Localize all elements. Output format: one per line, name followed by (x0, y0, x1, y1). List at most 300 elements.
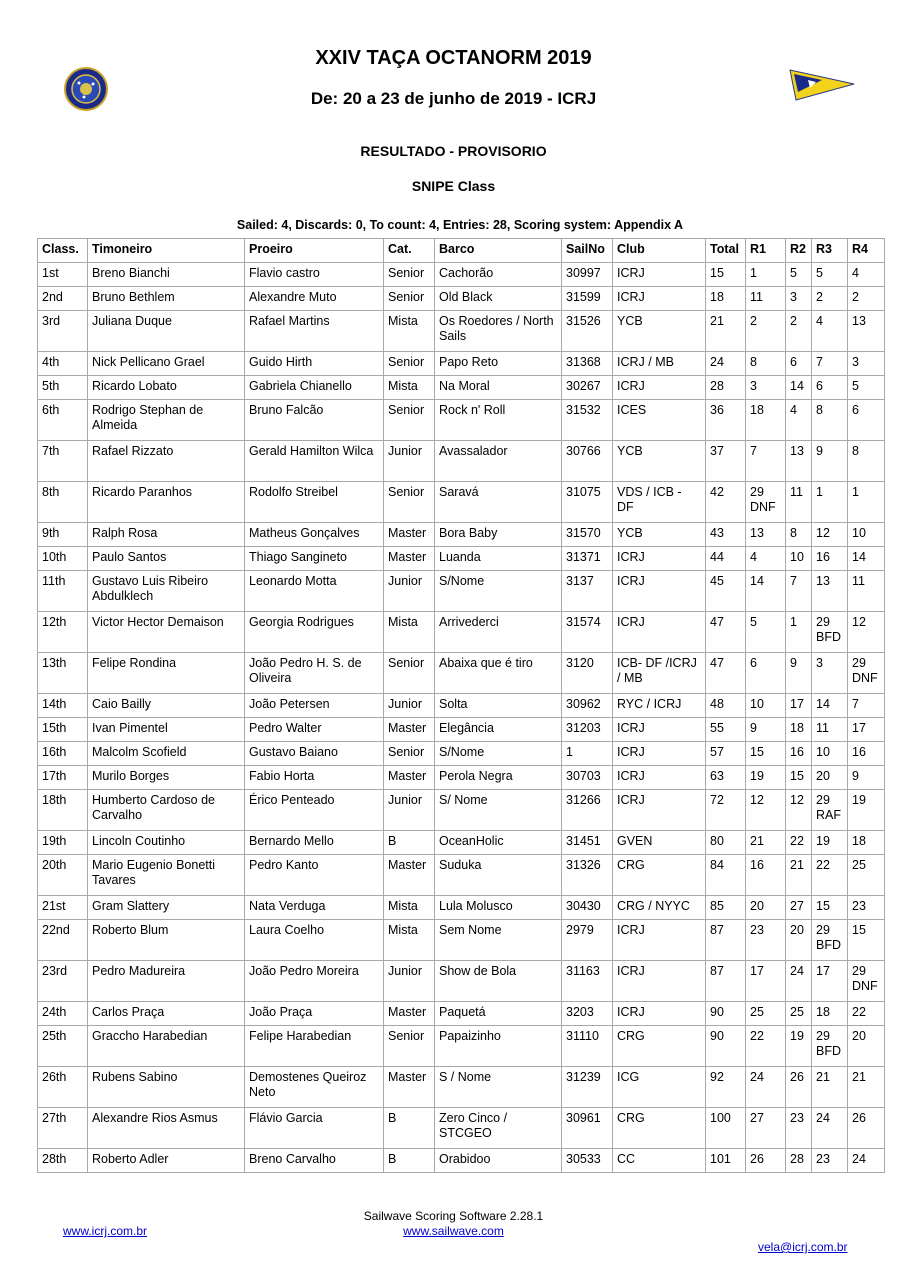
cell-timoneiro: Juliana Duque (88, 311, 245, 352)
cell-barco: Sem Nome (435, 920, 562, 961)
cell-club: ICRJ (613, 718, 706, 742)
table-row (38, 352, 885, 376)
cell-r1: 13 (746, 523, 786, 547)
cell-r2: 14 (786, 376, 812, 400)
cell-proeiro: Rafael Martins (245, 311, 384, 352)
cell-timoneiro: Rubens Sabino (88, 1067, 245, 1108)
cell-proeiro: Bernardo Mello (245, 831, 384, 855)
cell-total: 80 (706, 831, 746, 855)
cell-class: 14th (38, 694, 88, 718)
cell-r2: 1 (786, 612, 812, 653)
table-row (38, 961, 885, 1002)
cell-r4: 11 (848, 571, 885, 612)
cell-sailno: 31326 (562, 855, 613, 896)
cell-r1: 19 (746, 766, 786, 790)
table-row (38, 482, 885, 523)
cell-r4: 20 (848, 1026, 885, 1067)
cell-class: 24th (38, 1002, 88, 1026)
cell-r2: 22 (786, 831, 812, 855)
cell-r3: 24 (812, 1108, 848, 1149)
cell-timoneiro: Ricardo Paranhos (88, 482, 245, 523)
cell-barco: OceanHolic (435, 831, 562, 855)
column-header-class: Class. (38, 239, 88, 263)
cell-cat: Mista (384, 896, 435, 920)
table-row (38, 742, 885, 766)
cell-total: 24 (706, 352, 746, 376)
cell-r3: 11 (812, 718, 848, 742)
cell-r2: 6 (786, 352, 812, 376)
column-header-r1: R1 (746, 239, 786, 263)
cell-r3: 10 (812, 742, 848, 766)
cell-timoneiro: Nick Pellicano Grael (88, 352, 245, 376)
cell-r4: 4 (848, 263, 885, 287)
cell-total: 72 (706, 790, 746, 831)
cell-class: 18th (38, 790, 88, 831)
cell-club: CRG (613, 855, 706, 896)
table-row (38, 920, 885, 961)
cell-total: 84 (706, 855, 746, 896)
cell-class: 19th (38, 831, 88, 855)
cell-cat: Senior (384, 742, 435, 766)
cell-r1: 14 (746, 571, 786, 612)
cell-total: 85 (706, 896, 746, 920)
cell-cat: Mista (384, 920, 435, 961)
cell-r4: 6 (848, 400, 885, 441)
cell-r4: 18 (848, 831, 885, 855)
cell-r1: 5 (746, 612, 786, 653)
cell-r3: 29 BFD (812, 1026, 848, 1067)
cell-club: ICRJ (613, 571, 706, 612)
cell-r2: 17 (786, 694, 812, 718)
cell-r2: 12 (786, 790, 812, 831)
cell-cat: Senior (384, 400, 435, 441)
table-row (38, 766, 885, 790)
cell-timoneiro: Graccho Harabedian (88, 1026, 245, 1067)
cell-r2: 3 (786, 287, 812, 311)
cell-timoneiro: Mario Eugenio Bonetti Tavares (88, 855, 245, 896)
cell-cat: B (384, 1108, 435, 1149)
cell-proeiro: Demostenes Queiroz Neto (245, 1067, 384, 1108)
cell-total: 57 (706, 742, 746, 766)
cell-timoneiro: Bruno Bethlem (88, 287, 245, 311)
cell-r2: 9 (786, 653, 812, 694)
table-row (38, 855, 885, 896)
cell-barco: Elegância (435, 718, 562, 742)
column-header-sailno: SailNo (562, 239, 613, 263)
cell-r4: 10 (848, 523, 885, 547)
cell-r1: 20 (746, 896, 786, 920)
cell-proeiro: Matheus Gonçalves (245, 523, 384, 547)
cell-r3: 17 (812, 961, 848, 1002)
table-row (38, 571, 885, 612)
cell-total: 21 (706, 311, 746, 352)
cell-r2: 24 (786, 961, 812, 1002)
cell-cat: Mista (384, 311, 435, 352)
cell-proeiro: João Pedro H. S. de Oliveira (245, 653, 384, 694)
column-header-r2: R2 (786, 239, 812, 263)
cell-barco: Show de Bola (435, 961, 562, 1002)
table-row (38, 612, 885, 653)
cell-class: 13th (38, 653, 88, 694)
cell-sailno: 3203 (562, 1002, 613, 1026)
cell-club: ICB- DF /ICRJ / MB (613, 653, 706, 694)
cell-r1: 27 (746, 1108, 786, 1149)
cell-sailno: 31203 (562, 718, 613, 742)
cell-club: ICRJ (613, 742, 706, 766)
cell-r1: 11 (746, 287, 786, 311)
cell-r3: 16 (812, 547, 848, 571)
cell-total: 43 (706, 523, 746, 547)
cell-club: ICRJ / MB (613, 352, 706, 376)
cell-r3: 6 (812, 376, 848, 400)
cell-r2: 10 (786, 547, 812, 571)
cell-barco: Old Black (435, 287, 562, 311)
cell-timoneiro: Caio Bailly (88, 694, 245, 718)
icrj-website-link[interactable]: www.icrj.com.br (63, 1224, 148, 1238)
cell-sailno: 31239 (562, 1067, 613, 1108)
cell-r1: 4 (746, 547, 786, 571)
cell-r3: 29 BFD (812, 612, 848, 653)
cell-r2: 19 (786, 1026, 812, 1067)
software-credit: Sailwave Scoring Software 2.28.1 (363, 1209, 544, 1223)
cell-r4: 8 (848, 441, 885, 482)
table-row (38, 376, 885, 400)
column-header-timoneiro: Timoneiro (88, 239, 245, 263)
cell-barco: Lula Molusco (435, 896, 562, 920)
cell-r2: 15 (786, 766, 812, 790)
cell-timoneiro: Roberto Adler (88, 1149, 245, 1173)
cell-barco: Luanda (435, 547, 562, 571)
cell-sailno: 30962 (562, 694, 613, 718)
cell-total: 55 (706, 718, 746, 742)
cell-timoneiro: Roberto Blum (88, 920, 245, 961)
cell-sailno: 30533 (562, 1149, 613, 1173)
cell-timoneiro: Malcolm Scofield (88, 742, 245, 766)
table-row (38, 523, 885, 547)
cell-proeiro: Guido Hirth (245, 352, 384, 376)
cell-r4: 21 (848, 1067, 885, 1108)
cell-total: 28 (706, 376, 746, 400)
cell-class: 27th (38, 1108, 88, 1149)
cell-cat: Junior (384, 790, 435, 831)
cell-club: ICRJ (613, 920, 706, 961)
cell-r3: 3 (812, 653, 848, 694)
table-row (38, 790, 885, 831)
cell-r1: 6 (746, 653, 786, 694)
cell-timoneiro: Rodrigo Stephan de Almeida (88, 400, 245, 441)
cell-cat: Master (384, 1067, 435, 1108)
cell-r4: 2 (848, 287, 885, 311)
cell-sailno: 30703 (562, 766, 613, 790)
cell-club: YCB (613, 523, 706, 547)
cell-proeiro: Felipe Harabedian (245, 1026, 384, 1067)
cell-r2: 23 (786, 1108, 812, 1149)
cell-proeiro: Breno Carvalho (245, 1149, 384, 1173)
cell-timoneiro: Alexandre Rios Asmus (88, 1108, 245, 1149)
table-row (38, 263, 885, 287)
cell-r2: 7 (786, 571, 812, 612)
cell-r4: 26 (848, 1108, 885, 1149)
cell-proeiro: Érico Penteado (245, 790, 384, 831)
cell-class: 22nd (38, 920, 88, 961)
cell-r3: 22 (812, 855, 848, 896)
results-table (37, 238, 885, 1173)
cell-total: 90 (706, 1026, 746, 1067)
cell-class: 5th (38, 376, 88, 400)
results-status: RESULTADO - PROVISORIO (360, 143, 547, 159)
cell-club: ICRJ (613, 287, 706, 311)
cell-cat: Mista (384, 612, 435, 653)
cell-club: CRG / NYYC (613, 896, 706, 920)
cell-barco: Perola Negra (435, 766, 562, 790)
cell-r2: 8 (786, 523, 812, 547)
cell-sailno: 30267 (562, 376, 613, 400)
event-title: XXIV TAÇA OCTANORM 2019 (315, 47, 592, 69)
cell-proeiro: Gabriela Chianello (245, 376, 384, 400)
cell-r4: 22 (848, 1002, 885, 1026)
cell-cat: B (384, 1149, 435, 1173)
cell-sailno: 31266 (562, 790, 613, 831)
cell-proeiro: Leonardo Motta (245, 571, 384, 612)
cell-club: CC (613, 1149, 706, 1173)
cell-total: 47 (706, 612, 746, 653)
cell-cat: Senior (384, 287, 435, 311)
cell-r1: 7 (746, 441, 786, 482)
cell-class: 17th (38, 766, 88, 790)
cell-r1: 8 (746, 352, 786, 376)
table-row (38, 547, 885, 571)
cell-proeiro: Nata Verduga (245, 896, 384, 920)
cell-cat: Senior (384, 1026, 435, 1067)
cell-class: 26th (38, 1067, 88, 1108)
cell-barco: Bora Baby (435, 523, 562, 547)
cell-proeiro: Flávio Garcia (245, 1108, 384, 1149)
cell-sailno: 31075 (562, 482, 613, 523)
cell-proeiro: Fabio Horta (245, 766, 384, 790)
cell-r3: 9 (812, 441, 848, 482)
cell-proeiro: Laura Coelho (245, 920, 384, 961)
cell-r2: 16 (786, 742, 812, 766)
cell-barco: Na Moral (435, 376, 562, 400)
cell-club: ICRJ (613, 766, 706, 790)
cell-barco: Paquetá (435, 1002, 562, 1026)
cell-sailno: 31163 (562, 961, 613, 1002)
cell-class: 6th (38, 400, 88, 441)
cell-r1: 21 (746, 831, 786, 855)
cell-barco: Avassalador (435, 441, 562, 482)
cell-sailno: 31368 (562, 352, 613, 376)
cell-r3: 18 (812, 1002, 848, 1026)
cell-cat: Master (384, 718, 435, 742)
column-header-barco: Barco (435, 239, 562, 263)
cell-cat: Junior (384, 571, 435, 612)
cell-cat: Mista (384, 376, 435, 400)
cell-cat: Junior (384, 961, 435, 1002)
cell-timoneiro: Felipe Rondina (88, 653, 245, 694)
column-header-total: Total (706, 239, 746, 263)
table-row (38, 400, 885, 441)
cell-class: 23rd (38, 961, 88, 1002)
cell-r1: 16 (746, 855, 786, 896)
table-row (38, 287, 885, 311)
column-header-club: Club (613, 239, 706, 263)
cell-barco: Papo Reto (435, 352, 562, 376)
cell-r3: 21 (812, 1067, 848, 1108)
cell-r2: 20 (786, 920, 812, 961)
cell-class: 8th (38, 482, 88, 523)
cell-barco: Suduka (435, 855, 562, 896)
cell-proeiro: Pedro Kanto (245, 855, 384, 896)
cell-r2: 21 (786, 855, 812, 896)
cell-cat: Master (384, 523, 435, 547)
cell-proeiro: Thiago Sangineto (245, 547, 384, 571)
cell-class: 7th (38, 441, 88, 482)
cell-r4: 23 (848, 896, 885, 920)
cell-class: 9th (38, 523, 88, 547)
cell-total: 87 (706, 961, 746, 1002)
cell-proeiro: Gerald Hamilton Wilca (245, 441, 384, 482)
cell-sailno: 31371 (562, 547, 613, 571)
cell-r1: 26 (746, 1149, 786, 1173)
cell-r1: 10 (746, 694, 786, 718)
cell-r1: 15 (746, 742, 786, 766)
cell-barco: S/ Nome (435, 790, 562, 831)
cell-r2: 13 (786, 441, 812, 482)
column-header-r3: R3 (812, 239, 848, 263)
cell-r4: 1 (848, 482, 885, 523)
cell-sailno: 3137 (562, 571, 613, 612)
cell-barco: Cachorão (435, 263, 562, 287)
cell-r1: 22 (746, 1026, 786, 1067)
cell-r2: 4 (786, 400, 812, 441)
cell-total: 15 (706, 263, 746, 287)
cell-cat: Master (384, 1002, 435, 1026)
cell-club: ICES (613, 400, 706, 441)
cell-r3: 12 (812, 523, 848, 547)
cell-barco: Rock n' Roll (435, 400, 562, 441)
cell-barco: Zero Cinco / STCGEO (435, 1108, 562, 1149)
cell-club: ICG (613, 1067, 706, 1108)
cell-total: 101 (706, 1149, 746, 1173)
cell-club: ICRJ (613, 263, 706, 287)
cell-cat: B (384, 831, 435, 855)
cell-barco: Saravá (435, 482, 562, 523)
cell-r1: 3 (746, 376, 786, 400)
cell-class: 10th (38, 547, 88, 571)
cell-total: 18 (706, 287, 746, 311)
cell-cat: Master (384, 547, 435, 571)
cell-timoneiro: Murilo Borges (88, 766, 245, 790)
class-name: SNIPE Class (411, 178, 496, 194)
cell-total: 37 (706, 441, 746, 482)
cell-total: 36 (706, 400, 746, 441)
cell-r2: 18 (786, 718, 812, 742)
event-dates: De: 20 a 23 de junho de 2019 - ICRJ (310, 89, 597, 108)
cell-r1: 17 (746, 961, 786, 1002)
cell-proeiro: Bruno Falcão (245, 400, 384, 441)
table-row (38, 896, 885, 920)
cell-r4: 3 (848, 352, 885, 376)
cell-cat: Junior (384, 694, 435, 718)
cell-r2: 26 (786, 1067, 812, 1108)
cell-proeiro: Pedro Walter (245, 718, 384, 742)
cell-barco: Abaixa que é tiro (435, 653, 562, 694)
cell-r3: 29 RAF (812, 790, 848, 831)
cell-class: 28th (38, 1149, 88, 1173)
cell-total: 63 (706, 766, 746, 790)
cell-r1: 25 (746, 1002, 786, 1026)
cell-class: 2nd (38, 287, 88, 311)
cell-class: 3rd (38, 311, 88, 352)
cell-proeiro: Flavio castro (245, 263, 384, 287)
sailwave-link[interactable]: www.sailwave.com (403, 1224, 504, 1238)
cell-club: ICRJ (613, 376, 706, 400)
table-row (38, 718, 885, 742)
cell-class: 12th (38, 612, 88, 653)
cell-total: 87 (706, 920, 746, 961)
cell-club: YCB (613, 311, 706, 352)
cell-club: YCB (613, 441, 706, 482)
cell-proeiro: Alexandre Muto (245, 287, 384, 311)
cell-timoneiro: Carlos Praça (88, 1002, 245, 1026)
cell-total: 92 (706, 1067, 746, 1108)
cell-club: ICRJ (613, 790, 706, 831)
cell-timoneiro: Gram Slattery (88, 896, 245, 920)
cell-r4: 29 DNF (848, 653, 885, 694)
cell-r1: 29 DNF (746, 482, 786, 523)
cell-r3: 1 (812, 482, 848, 523)
cell-r3: 4 (812, 311, 848, 352)
cell-barco: S/Nome (435, 742, 562, 766)
table-row (38, 1108, 885, 1149)
cell-proeiro: Gustavo Baiano (245, 742, 384, 766)
cell-r4: 17 (848, 718, 885, 742)
cell-sailno: 30766 (562, 441, 613, 482)
cell-r3: 5 (812, 263, 848, 287)
cell-r1: 2 (746, 311, 786, 352)
cell-timoneiro: Pedro Madureira (88, 961, 245, 1002)
cell-class: 1st (38, 263, 88, 287)
cell-total: 45 (706, 571, 746, 612)
cell-cat: Senior (384, 653, 435, 694)
cell-r1: 24 (746, 1067, 786, 1108)
cell-r3: 20 (812, 766, 848, 790)
cell-club: VDS / ICB - DF (613, 482, 706, 523)
cell-r2: 5 (786, 263, 812, 287)
cell-sailno: 30961 (562, 1108, 613, 1149)
cell-sailno: 31526 (562, 311, 613, 352)
cell-barco: Solta (435, 694, 562, 718)
cell-club: ICRJ (613, 1002, 706, 1026)
cell-class: 21st (38, 896, 88, 920)
cell-club: ICRJ (613, 612, 706, 653)
cell-timoneiro: Gustavo Luis Ribeiro Abdulklech (88, 571, 245, 612)
cell-barco: Arrivederci (435, 612, 562, 653)
cell-timoneiro: Humberto Cardoso de Carvalho (88, 790, 245, 831)
cell-r4: 24 (848, 1149, 885, 1173)
cell-proeiro: João Pedro Moreira (245, 961, 384, 1002)
cell-r3: 29 BFD (812, 920, 848, 961)
cell-timoneiro: Ricardo Lobato (88, 376, 245, 400)
cell-total: 44 (706, 547, 746, 571)
contact-email-link[interactable]: vela@icrj.com.br (758, 1240, 848, 1254)
cell-r4: 15 (848, 920, 885, 961)
table-row (38, 1026, 885, 1067)
cell-r1: 12 (746, 790, 786, 831)
cell-r3: 15 (812, 896, 848, 920)
cell-sailno: 31110 (562, 1026, 613, 1067)
table-header-row (38, 239, 885, 263)
